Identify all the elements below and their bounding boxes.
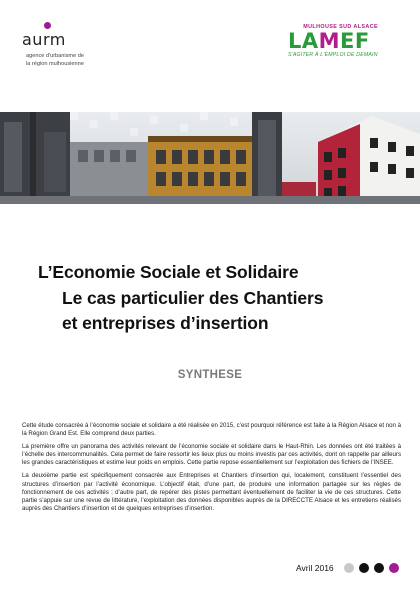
footer-dot-1-icon [344, 563, 354, 573]
aurm-subtitle-1: agence d'urbanisme de [26, 53, 84, 59]
lamef-wordmark [288, 30, 402, 52]
publication-date: Avril 2016 [296, 563, 334, 573]
footer [296, 562, 404, 574]
paragraph-2: La première offre un panorama des activités relevant de l’économie sociale et solidaire dans le Haut-Rhin. Les données ont été traitées à l’échelle des intercommunalités. Cela permet de faire ressortir les lieux plus ou moins investis par ces activités, dont on rappelle par ailleurs les grandes caractéristiques et estime leur poids en emplois. Cette partie repose essentiellement sur l’exploitation des fichiers de l’INSEE. [22, 443, 401, 467]
cover-photo [0, 112, 420, 204]
aurm-logo [22, 22, 132, 68]
aurm-subtitle-2: la région mulhousienne [26, 61, 84, 67]
title-line-2: Le cas particulier des Chantiers [62, 288, 324, 308]
lamef-wordmark-m: M [318, 29, 341, 53]
title-line-1: L’Economie Sociale et Solidaire [38, 262, 299, 282]
paragraph-3: La deuxième partie est spécifiquement consacrée aux Entreprises et Chantiers d’insertion qui, localement, constituent l’essentiel des structures d’insertion par l’activité économique. L’objectif était, d’une part, de produire une information partagée sur les règles de fonctionnement de ces activités ; d’autre part, de repérer des pistes permettant éventuellement de faciliter la vie de ces structures. Cette partie s’appuie sur une revue de littérature, l’exploitation des données disponibles auprès de la DIRECCTE Alsace et les entretiens réalisés auprès des Chantiers d’insertion et de quelques entreprises d’insertion. [22, 472, 401, 512]
footer-dot-2-icon [359, 563, 369, 573]
aurm-dot-icon [44, 22, 51, 29]
lamef-region-label: MULHOUSE SUD ALSACE [303, 24, 378, 30]
lamef-wordmark-a: LA [288, 29, 319, 53]
title-line-3: et entreprises d’insertion [62, 313, 269, 333]
building-photo-icon [0, 112, 420, 204]
lamef-tagline: S'AGITER À L'EMPLOI DE DEMAIN [288, 52, 378, 58]
aurm-wordmark: aurm [22, 30, 66, 49]
paragraph-1: Cette étude consacrée à l’économie sociale et solidaire a été réalisée en 2015, c’est pourquoi référence est faite à la Région Alsace et non à la Région Grand Est. Elle comprend deux parties. [22, 422, 401, 438]
footer-dot-3-icon [374, 563, 384, 573]
summary-text [22, 422, 401, 518]
lamef-wordmark-b: EF [340, 29, 370, 53]
footer-dot-4-icon [389, 563, 399, 573]
synthese-heading: SYNTHESE [177, 369, 243, 381]
lamef-logo [284, 24, 402, 58]
